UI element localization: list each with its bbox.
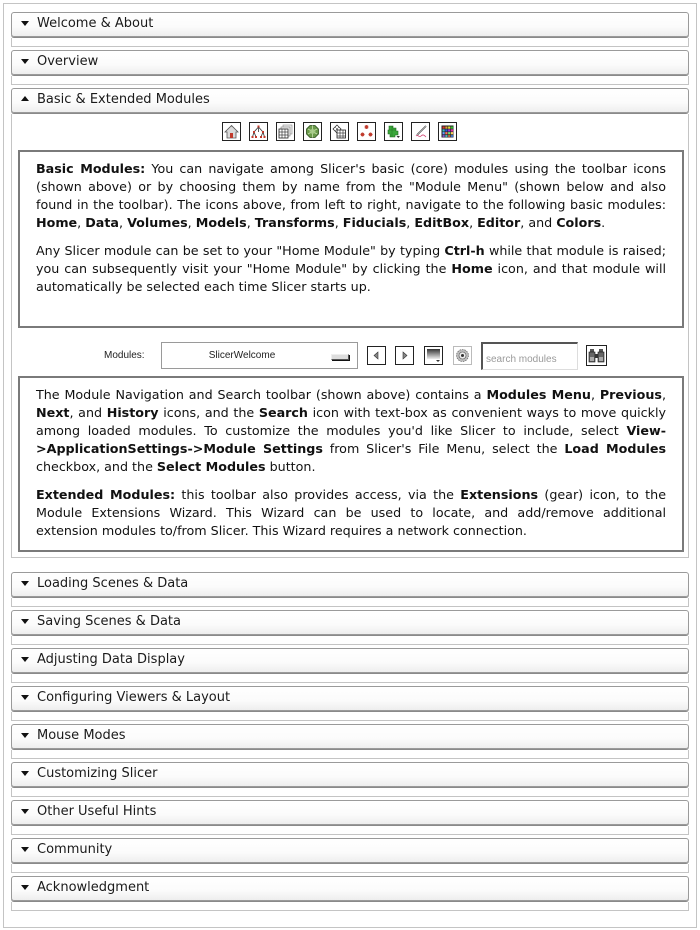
section-title: Saving Scenes & Data [37, 614, 181, 629]
expand-arrow-icon [21, 885, 29, 890]
colors-palette-icon [440, 124, 455, 139]
expand-arrow-icon [21, 733, 29, 738]
section-body [11, 114, 689, 558]
expand-arrow-icon [21, 657, 29, 662]
history-icon [426, 348, 441, 363]
section-header-acknowledgment[interactable] [11, 876, 689, 901]
expand-arrow-icon [21, 695, 29, 700]
previous-icon [371, 350, 382, 361]
expand-arrow-icon [21, 809, 29, 814]
models-module-button[interactable] [303, 122, 322, 141]
section-title: Welcome & About [37, 16, 154, 31]
editbox-icon [386, 124, 401, 139]
models-sphere-icon [305, 124, 320, 139]
colors-module-button[interactable] [438, 122, 457, 141]
search-modules-input[interactable] [481, 342, 578, 370]
expand-arrow-icon [21, 59, 29, 64]
section-header-overview[interactable] [11, 50, 689, 75]
search-button[interactable] [586, 345, 607, 366]
section-title: Other Useful Hints [37, 804, 157, 819]
fiducials-module-button[interactable] [357, 122, 376, 141]
section-title: Loading Scenes & Data [37, 576, 189, 591]
basic-modules-toolbar [222, 122, 457, 142]
basic-modules-paragraph: Basic Modules: You can navigate among Slicer's basic (core) modules using the toolbar icons (shown above) or by choosing them by name from the "Module Menu" (shown below and also found in the toolbar). The icons above, from left to right, navigate to the following basic modules: Home, Data, Volumes, Models, Transforms, Fiducials, EditBox, Editor, and Colors. [36, 161, 666, 230]
data-module-button[interactable] [249, 122, 268, 141]
section-title: Community [37, 842, 113, 857]
history-button[interactable] [424, 346, 443, 365]
section-title: Acknowledgment [37, 880, 150, 895]
home-module-button[interactable] [222, 122, 241, 141]
section-title: Adjusting Data Display [37, 652, 185, 667]
next-icon [399, 350, 410, 361]
search-binoculars-icon [588, 347, 605, 364]
expand-arrow-icon [21, 847, 29, 852]
section-title: Configuring Viewers & Layout [37, 690, 231, 705]
extensions-gear-icon [455, 348, 470, 363]
editor-pencil-icon [413, 124, 428, 139]
extended-modules-paragraph: Extended Modules: this toolbar also provides access, via the Extensions (gear) icon, to the Module Extensions Wizard. This Wizard can be used to locate, and add/remove additional extension modules to/from Slicer. This Wizard requires a network connection. [36, 487, 667, 538]
section-header-adjusting-data-display[interactable] [11, 648, 689, 673]
section-header-configuring-viewers-layout[interactable] [11, 686, 689, 711]
basic-modules-description [18, 150, 684, 328]
expand-arrow-icon [21, 581, 29, 586]
navigation-paragraph: The Module Navigation and Search toolbar (shown above) contains a Modules Menu, Previous, Next, and History icons, and the Search icon with text-box as convenient ways to move quickly among loaded modules. To customize the modules you'd like Slicer to include, select View->ApplicationSettings->Module Settings from Slicer's File Menu, select the Load Modules checkbox, and the Select Modules button. [36, 387, 667, 474]
editbox-module-button[interactable] [384, 122, 403, 141]
section-header-loading-scenes-data[interactable] [11, 572, 689, 597]
editor-module-button[interactable] [411, 122, 430, 141]
transforms-grid-icon [332, 124, 347, 139]
extensions-button[interactable] [453, 346, 472, 365]
expand-arrow-icon [21, 619, 29, 624]
volumes-module-button[interactable] [276, 122, 295, 141]
selected-module: SlicerWelcome [208, 350, 276, 361]
section-header-community[interactable] [11, 838, 689, 863]
dropdown-button-icon [331, 354, 349, 360]
section-title: Basic & Extended Modules [37, 92, 210, 107]
module-navigation-toolbar [12, 340, 690, 374]
section-header-other-useful-hints[interactable] [11, 800, 689, 825]
section-title: Overview [37, 54, 99, 69]
fiducials-stars-icon [359, 124, 374, 139]
section-title: Mouse Modes [37, 728, 126, 743]
section-header-mouse-modes[interactable] [11, 724, 689, 749]
section-header-welcome-about[interactable] [11, 12, 689, 37]
volumes-grid-icon [278, 124, 293, 139]
next-module-button[interactable] [395, 346, 414, 365]
expand-arrow-icon [21, 21, 29, 26]
home-module-paragraph: Any Slicer module can be set to your "Home Module" by typing Ctrl-h while that module is raised; you can subsequently visit your "Home Module" by clicking the Home icon, and that module will automatically be selected each time Slicer starts up. [36, 243, 666, 294]
section-header-saving-scenes-data[interactable] [11, 610, 689, 635]
modules-menu-dropdown[interactable] [161, 342, 358, 369]
collapse-arrow-icon [21, 96, 29, 101]
section-header-customizing-slicer[interactable] [11, 762, 689, 787]
expand-arrow-icon [21, 771, 29, 776]
transforms-module-button[interactable] [330, 122, 349, 141]
previous-module-button[interactable] [367, 346, 386, 365]
modules-label: Modules: [104, 350, 145, 361]
navigation-search-description [18, 376, 684, 552]
data-tree-icon [251, 124, 266, 139]
section-header-basic-extended-modules[interactable] [11, 88, 689, 113]
section-title: Customizing Slicer [37, 766, 158, 781]
home-icon [224, 124, 239, 139]
